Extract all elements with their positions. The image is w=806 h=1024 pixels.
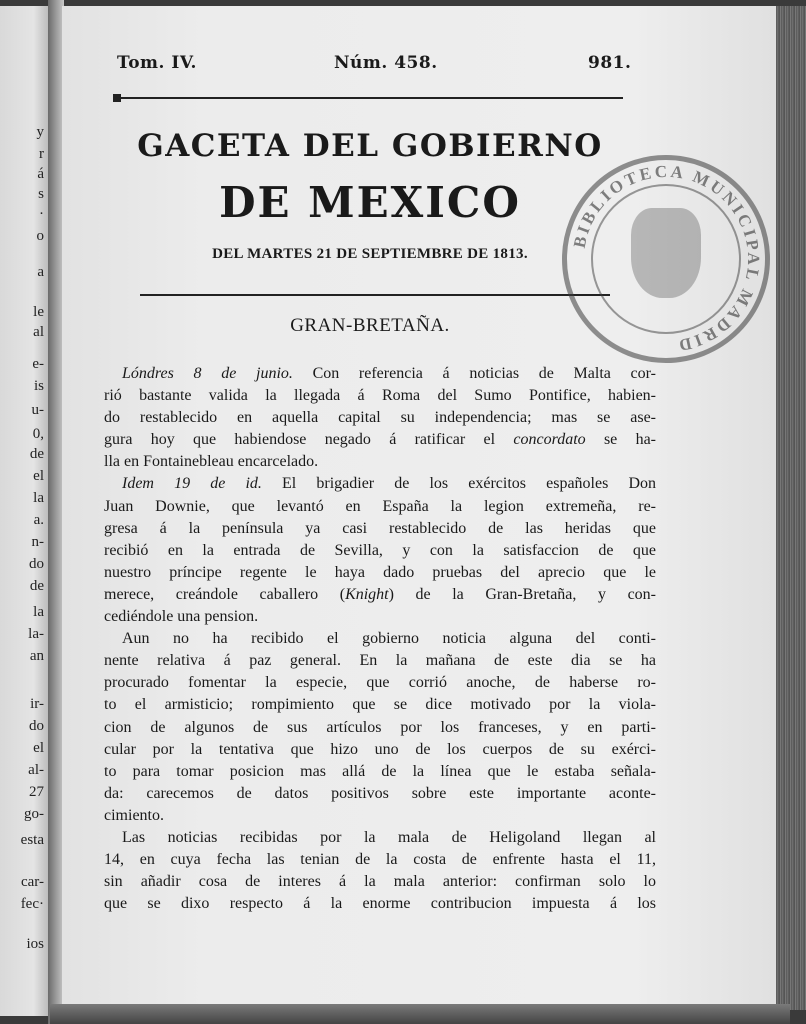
left-page-fragment: á <box>37 166 44 182</box>
book-bottom-edge <box>50 1004 790 1024</box>
section-title: GRAN-BRETAÑA. <box>290 315 450 336</box>
article-line <box>104 761 656 783</box>
left-page-fragment: s <box>38 186 44 202</box>
left-page-fragment: a <box>37 264 44 280</box>
page-edges <box>776 6 806 1010</box>
left-page-fragment: de <box>29 578 44 594</box>
page-number: 981. <box>588 53 632 73</box>
article-line <box>104 827 656 849</box>
stamp-text: BIBLIOTECA MUNICIPAL MADRID <box>569 161 764 356</box>
volume-number: Tom. IV. <box>117 53 197 73</box>
left-page-fragment: y <box>36 124 44 140</box>
article-text-run: rió bastante valida la llegada á Roma del Sumo Pontifice, habien- <box>104 387 656 405</box>
article-text-run: Con referencia á noticias de Malta cor- <box>292 365 656 382</box>
left-page-fragment: la- <box>28 626 44 642</box>
left-page-fragment: el <box>33 740 44 756</box>
masthead-rule <box>140 294 610 296</box>
left-page-fragment: ir- <box>30 696 44 712</box>
article-line <box>104 540 656 562</box>
left-page-fragment: le <box>33 304 44 320</box>
article-text-run: cular por la tentativa que hizo uno de los cuerpos de su exérci- <box>104 740 656 758</box>
article-text-run: recibió en la entrada de Sevilla, y con la satisfaccion de que <box>104 541 656 559</box>
article-text-run: Idem 19 de id. <box>122 475 262 493</box>
article-text-run: Aun no ha recibido el gobierno noticia alguna del conti- <box>122 630 656 648</box>
article-line <box>104 650 656 672</box>
article-line <box>104 672 656 694</box>
left-page-fragment: an <box>29 648 44 664</box>
issue-number: Núm. 458. <box>334 53 438 73</box>
left-page-fragment: al- <box>28 762 44 778</box>
article-text-run: Lóndres 8 de junio. <box>122 365 293 382</box>
article-text-run: to para tomar posicion mas allá de la línea que le estaba señala- <box>104 762 656 780</box>
article-text-run: Juan Downie, que levantó en España la legion extremeña, re- <box>104 497 656 515</box>
left-page-fragment: car- <box>20 874 44 890</box>
masthead-subtitle: DE MEXICO <box>219 178 521 227</box>
article-line <box>104 849 656 871</box>
article-line <box>104 518 656 540</box>
left-page-fragment: u- <box>31 402 44 418</box>
article-line <box>104 473 656 495</box>
article-text-run: da: carecemos de datos positivos sobre este importante aconte- <box>104 784 656 802</box>
article-line <box>104 407 656 429</box>
article-line <box>104 363 656 385</box>
left-page-fragment: do <box>29 718 44 734</box>
left-page-fragment: n- <box>31 534 44 550</box>
article-line <box>104 717 656 739</box>
article-text-run: nente relativa á paz general. En la mañana de este dia se ha <box>104 652 656 670</box>
left-page-fragment: esta <box>20 832 44 848</box>
article-line <box>104 893 656 915</box>
left-page-fragment: la <box>33 604 44 620</box>
article-text-run: cediéndole una pension. <box>104 608 259 626</box>
article-text-run: cimiento. <box>104 806 164 824</box>
left-page-fragment: o <box>36 228 44 244</box>
left-page-fragment: do <box>29 556 44 572</box>
article-text-run: Las noticias recibidas por la mala de Heligoland llegan al <box>122 828 656 846</box>
article-line <box>104 739 656 761</box>
article-body <box>104 363 656 915</box>
article-text-run: cion de algunos de sus artículos por los franceses, y en parti- <box>104 718 656 736</box>
left-page-fragment: 27 <box>29 784 44 800</box>
article-text-run: se ha- <box>585 431 656 449</box>
left-page-fragment: e- <box>32 356 44 372</box>
article-text-run: merece, creándole caballero ( <box>104 585 346 603</box>
article-text-run: do restablecido en aquella capital su independencia; mas se ase- <box>104 409 656 427</box>
article-line <box>104 584 656 606</box>
left-page-fragment: 0, <box>32 426 44 442</box>
left-page-fragment: al <box>33 324 44 340</box>
left-page-fragment: a. <box>33 512 44 528</box>
article-line <box>104 429 656 451</box>
left-page-fragment: ios <box>26 936 44 952</box>
article-line <box>104 871 656 893</box>
library-stamp <box>562 155 770 363</box>
article-text-run: procurado fomentar la especie, que corrió anoche, de haberse ro- <box>104 674 656 692</box>
article-line <box>104 805 656 827</box>
left-page-fragment: la <box>33 490 44 506</box>
article-text-run: 14, en cuya fecha las tenian de la costa de enfrente hasta el 11, <box>104 851 656 869</box>
article-text-run: sin añadir cosa de interes á la mala anterior: confirman solo lo <box>104 873 656 891</box>
left-page-fragment: r <box>39 146 44 162</box>
article-line <box>104 783 656 805</box>
article-text-run: to el armisticio; rompimiento que se dice motivado por la viola- <box>104 696 656 714</box>
article-line <box>104 451 656 473</box>
dateline: DEL MARTES 21 DE SEPTIEMBRE DE 1813. <box>212 246 528 262</box>
article-line <box>104 628 656 650</box>
article-line <box>104 385 656 407</box>
article-text-run: gura hoy que habiendose negado á ratificar el <box>104 431 514 449</box>
article-line <box>104 562 656 584</box>
left-page-fragment: el <box>33 468 44 484</box>
left-page-fragment: · <box>39 206 44 222</box>
article-text-run: El brigadier de los exércitos españoles Don <box>261 475 657 493</box>
left-page-fragment: fec· <box>20 896 44 912</box>
article-text-run: que se dixo respecto á la enorme contribucion impuesta á los <box>104 895 656 913</box>
article-text-run: ) de la Gran-Bretaña, y con- <box>388 585 657 603</box>
masthead-title: GACETA DEL GOBIERNO <box>137 128 603 164</box>
article-text-run: lla en Fontainebleau encarcelado. <box>104 453 319 471</box>
header-rule <box>113 97 623 99</box>
left-page-fragment: de <box>29 446 44 462</box>
left-page-fragment: is <box>33 378 44 394</box>
left-page-edge <box>0 6 48 1016</box>
coat-of-arms-icon <box>631 208 701 298</box>
article-text-run: Knight <box>345 585 389 603</box>
article-line <box>104 496 656 518</box>
article-text-run: gresa á la península ya casi restablecido de las heridas que <box>104 519 656 537</box>
left-page-fragment: go- <box>24 806 44 822</box>
article-line <box>104 606 656 628</box>
article-text-run: nuestro príncipe regente le haya dado pruebas del aprecio que le <box>104 563 656 581</box>
article-text-run: concordato <box>513 431 586 449</box>
article-line <box>104 694 656 716</box>
